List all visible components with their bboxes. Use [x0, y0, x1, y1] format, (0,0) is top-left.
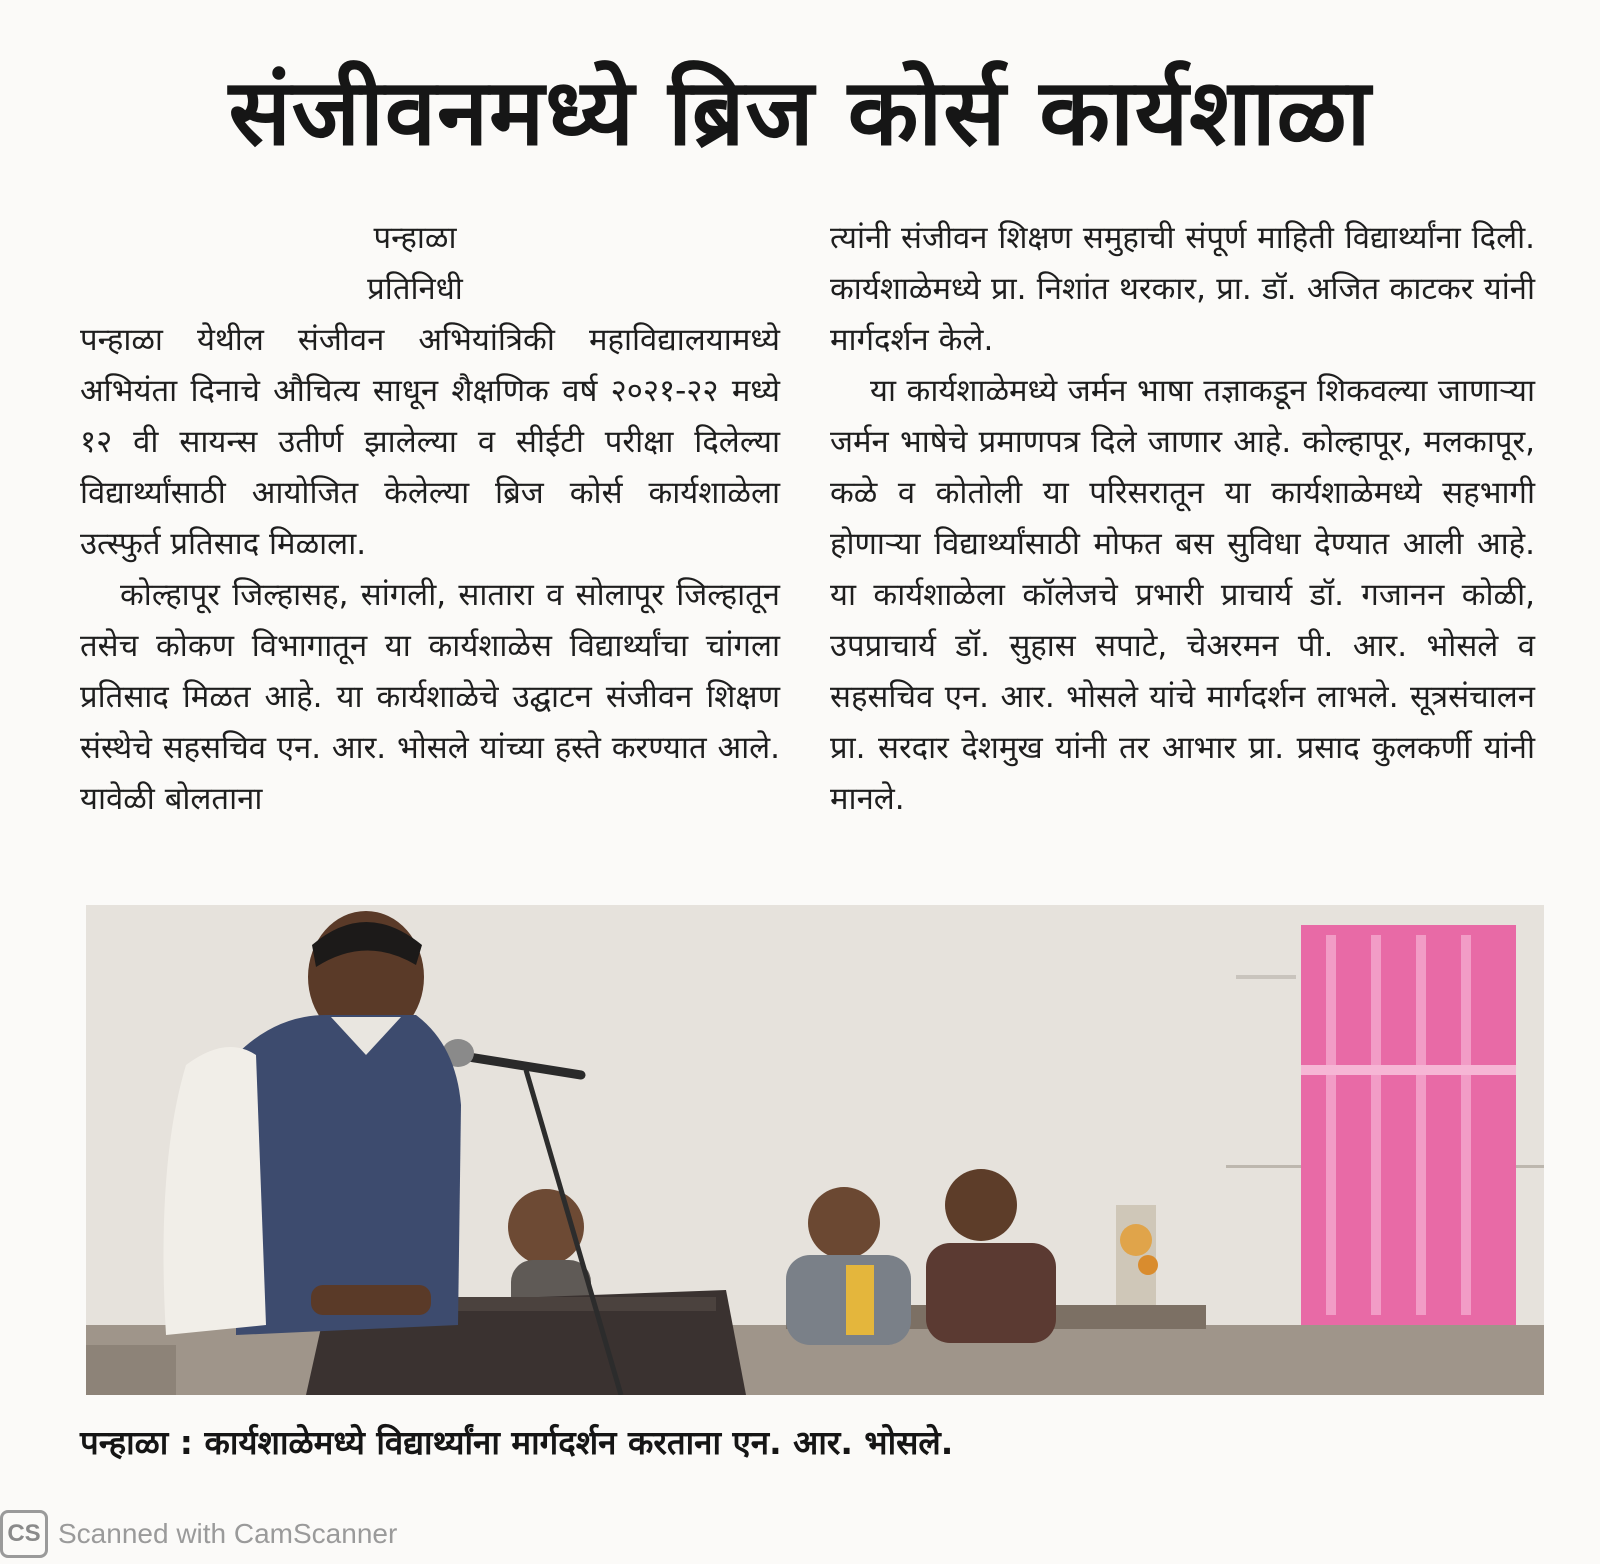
camscanner-logo-icon: CS: [0, 1510, 48, 1558]
dateline-place: पन्हाळा: [373, 220, 457, 256]
photo-caption: पन्हाळा : कार्यशाळेमध्ये विद्यार्थ्यांना मार्गदर्शन करताना एन. आर. भोसले.: [80, 1423, 954, 1462]
article-paragraph: त्यांनी संजीवन शिक्षण समुहाची संपूर्ण माहिती विद्यार्थ्यांना दिली. कार्यशाळेमध्ये प्रा. निशांत थरकार, प्रा. डॉ. अजित काटकर यांनी मार्गदर्शन केले.: [830, 220, 1535, 358]
article-column-right: [830, 213, 1535, 825]
article-paragraph: कोल्हापूर जिल्हासह, सांगली, सातारा व सोलापूर जिल्हातून तसेच कोकण विभागातून या कार्यशाळेस विद्यार्थ्यांचा चांगला प्रतिसाद मिळत आहे. या कार्यशाळेचे उद्घाटन संजीवन शिक्षण संस्थेचे सहसचिव एन. आर. भोसले यांच्या हस्ते करण्यात आले. यावेळी बोलताना: [80, 577, 780, 817]
news-photo: [86, 905, 1544, 1395]
article-column-left: [80, 213, 780, 825]
article-paragraph: पन्हाळा येथील संजीवन अभियांत्रिकी महाविद्यालयामध्ये अभियंता दिनाचे औचित्य साधून शैक्षणिक वर्ष २०२१-२२ मध्ये १२ वी सायन्स उतीर्ण झालेल्या व सीईटी परीक्षा दिलेल्या विद्यार्थ्यांसाठी आयोजित केलेल्या ब्रिज कोर्स कार्यशाळेला उत्स्फुर्त प्रतिसाद मिळाला.: [80, 322, 780, 562]
news-photo-illustration: [86, 905, 1544, 1395]
watermark-text: Scanned with CamScanner: [58, 1518, 398, 1549]
dateline-byline: प्रतिनिधी: [367, 271, 463, 307]
headline: संजीवनमध्ये ब्रिज कोर्स कार्यशाळा: [228, 59, 1372, 166]
article-paragraph: या कार्यशाळेमध्ये जर्मन भाषा तज्ञाकडून शिकवल्या जाणाऱ्या जर्मन भाषेचे प्रमाणपत्र दिले जाणार आहे. कोल्हापूर, मलकापूर, कळे व कोतोली या परिसरातून या कार्यशाळेमध्ये सहभागी होणाऱ्या विद्यार्थ्यांसाठी मोफत बस सुविधा देण्यात आली आहे. या कार्यशाळेला कॉलेजचे प्रभारी प्राचार्य डॉ. गजानन कोळी, उपप्राचार्य डॉ. सुहास सपाटे, चेअरमन पी. आर. भोसले व सहसचिव एन. आर. भोसले यांचे मार्गदर्शन लाभले. सूत्रसंचालन प्रा. सरदार देशमुख यांनी तर आभार प्रा. प्रसाद कुलकर्णी यांनी मानले.: [830, 373, 1535, 817]
camscanner-watermark: [0, 1504, 397, 1564]
